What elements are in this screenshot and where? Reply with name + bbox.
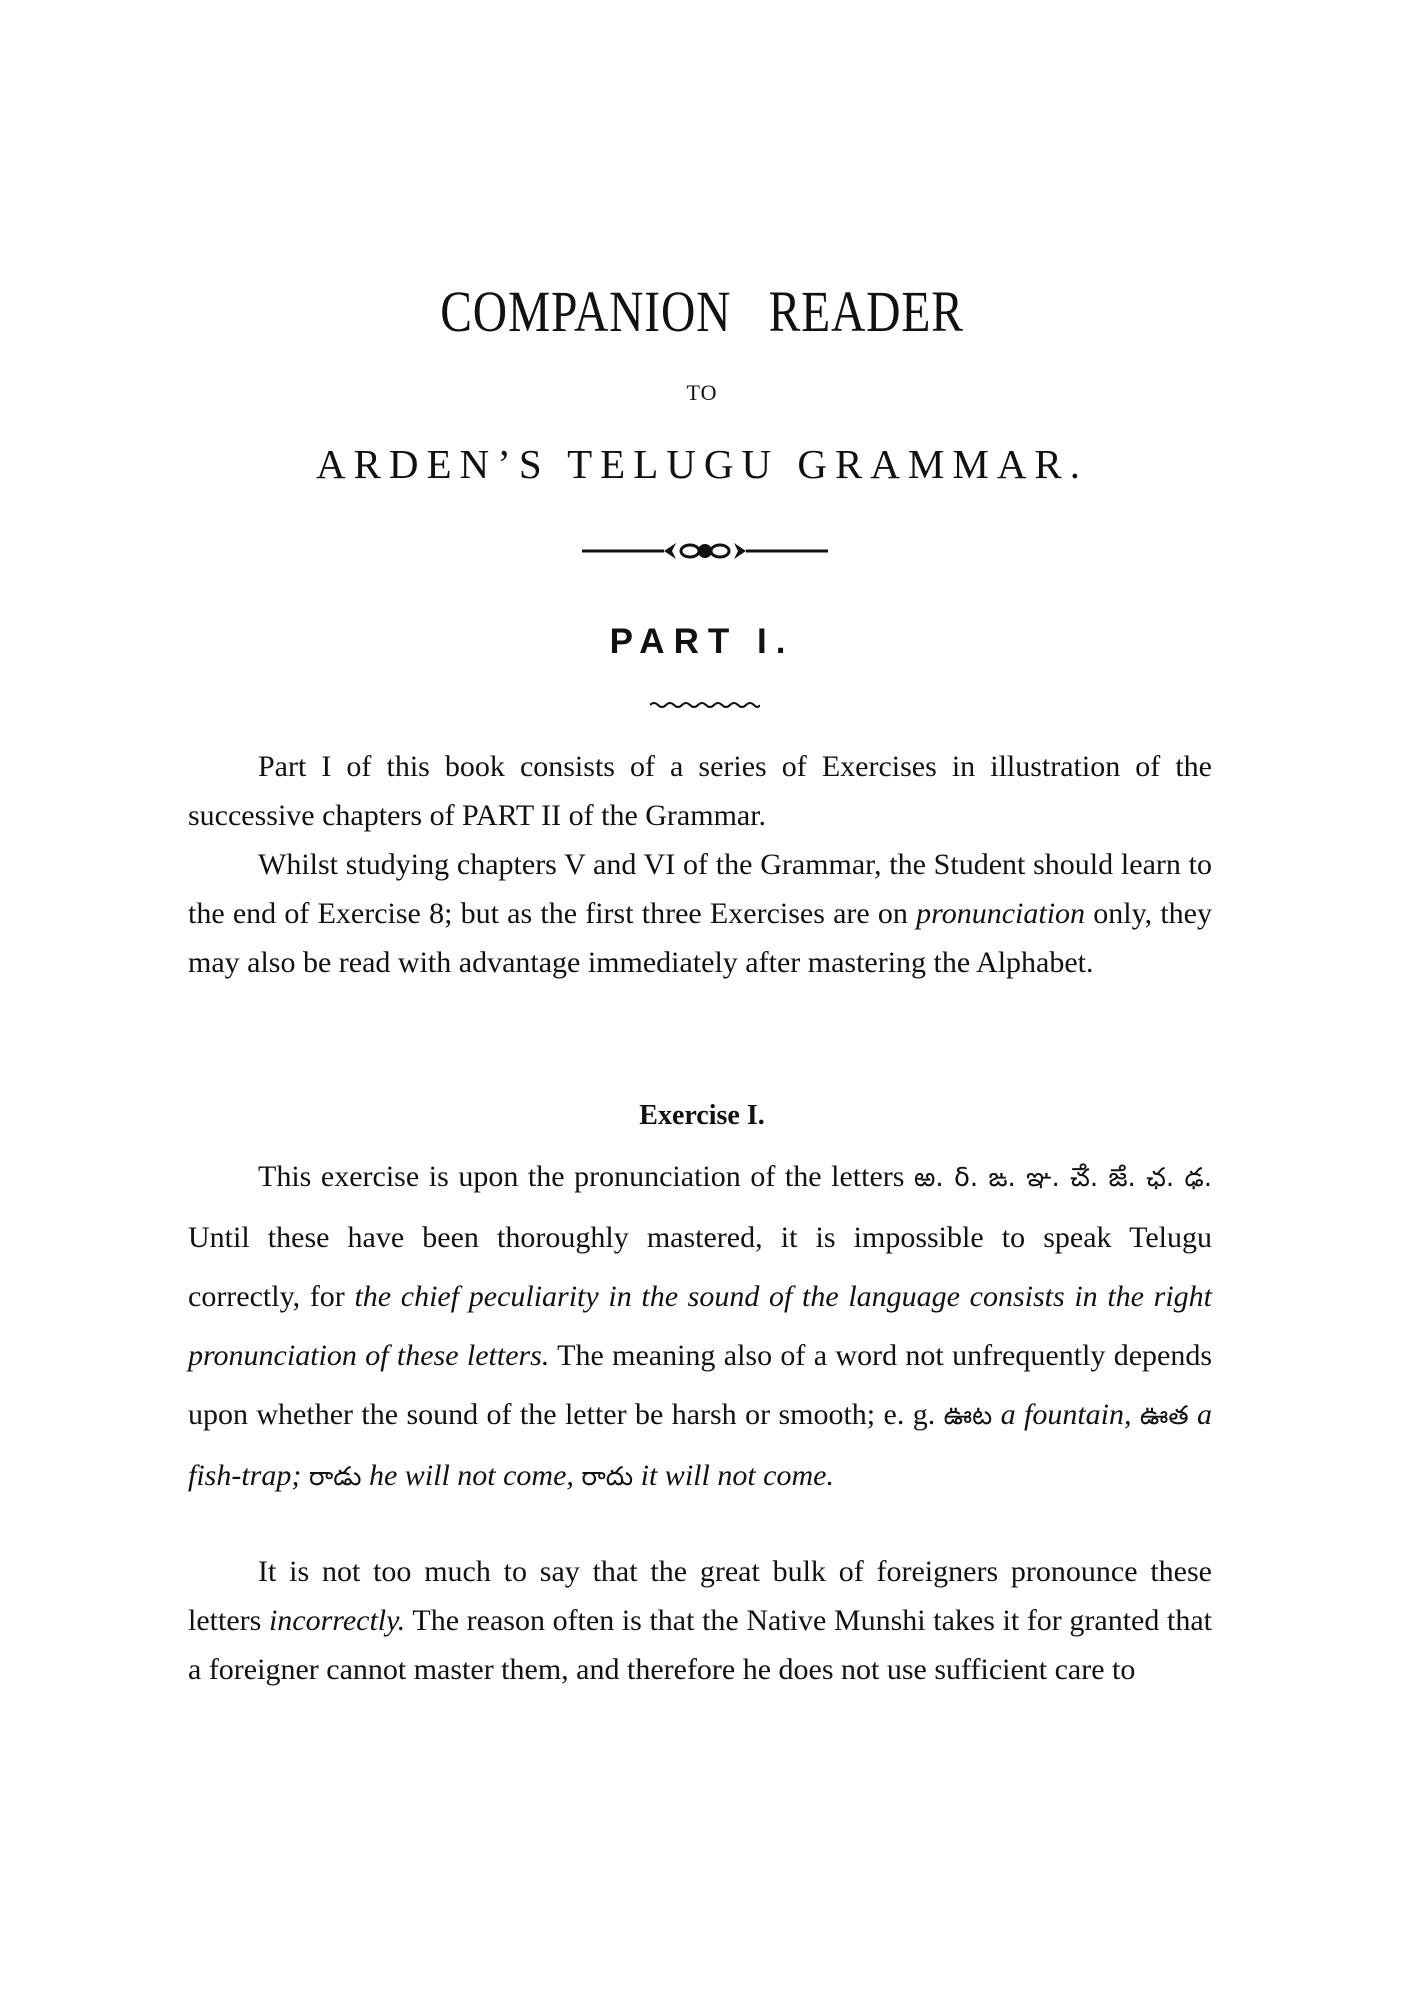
telugu-word-2: ఊత <box>1139 1401 1189 1431</box>
intro-paragraph-1 <box>188 742 1212 840</box>
book-title: COMPANION READER <box>440 279 964 344</box>
exercise-text-2: Until these have been thoroughly mastered, it is impossible to speak Telugu correctly, for <box>188 1221 1212 1313</box>
telugu-word-3: రాడు <box>308 1462 362 1492</box>
gloss-3: he will not come, <box>361 1459 574 1492</box>
wavy-rule <box>650 700 760 710</box>
intro-p2-italic: pronunciation <box>916 897 1086 930</box>
intro-p2-text-b: only, they may also be read with advantage immediately after mastering the Alphabet. <box>188 897 1212 979</box>
telugu-word-1: ఊట <box>943 1401 993 1431</box>
title-connector: TO <box>686 380 718 405</box>
exercise-cont-italic: incorrectly. <box>268 1604 406 1637</box>
exercise-paragraph-2 <box>188 1547 1212 1694</box>
part-heading: PART I. <box>609 622 795 661</box>
exercise-italic-phrase: the chief peculiarity in the sound of the language consists in the right pronunciation of these letters. <box>188 1280 1212 1372</box>
ornament-divider <box>582 540 828 562</box>
intro-p2-text-a: Whilst studying chapters V and VI of the Grammar, the Student should learn to the end of Exercise 8; but as the first three Exercises are on <box>188 848 1212 930</box>
book-subtitle: ARDEN’S TELUGU GRAMMAR. <box>315 441 1089 487</box>
exercise-text-3: The meaning also of a word not unfrequently depends upon whether the sound of the letter be harsh or smooth; e. g. <box>188 1339 1213 1431</box>
exercise-paragraph-1 <box>188 1147 1212 1507</box>
gloss-2: a fish-trap; <box>188 1398 1213 1492</box>
exercise-text-1: This exercise is upon the pronunciation of the letters <box>258 1160 914 1193</box>
telugu-word-4: రాదు <box>581 1462 634 1492</box>
telugu-letters: ఱ. ẟ. ఙ. ఞ. ౘ. ౙ. ఛ. ఢ. <box>914 1163 1212 1193</box>
intro-paragraph-1-text: Part I of this book consists of a series of Exercises in illustration of the successive chapters of PART II of the Grammar. <box>188 750 1212 832</box>
exercise-heading: Exercise I. <box>639 1100 765 1131</box>
gloss-1: a fountain, <box>992 1398 1132 1431</box>
exercise-cont-text-b: The reason often is that the Native Munshi takes it for granted that a foreigner cannot master them, and therefore he does not use sufficient care to <box>188 1604 1212 1686</box>
exercise-cont-text-a: It is not too much to say that the great bulk of foreigners pronounce these letters <box>188 1555 1212 1637</box>
intro-paragraph-2 <box>188 840 1212 987</box>
gloss-4: it will not come. <box>633 1459 834 1492</box>
